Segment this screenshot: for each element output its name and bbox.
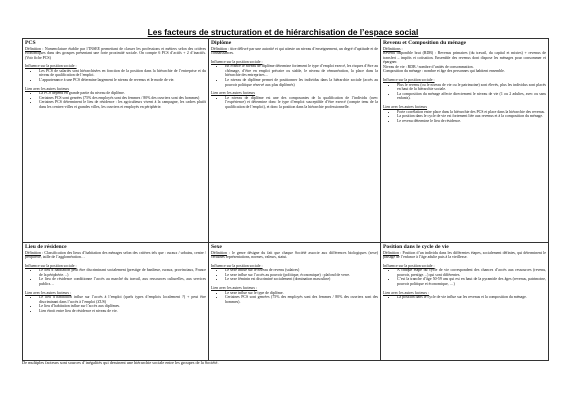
position-list [383, 268, 546, 286]
definition-text: : Classification des lieux d’habitation des ménages selon des critères tels que : ruraux / urbains, centre / périphérie, taille de l’agglomération… [25, 250, 206, 260]
list-item: • L’appartenance à une PCS détermine largement le niveau de revenus et le mode de vie. [39, 78, 206, 83]
definition-text: : le genre désigne du fait que chaque Société associe aux différences biologiques (sexe) certaines représentations, normes, valeurs, statut. [211, 250, 378, 260]
list-item: • Le sexe féminin est discriminé socialement (domination masculine) [225, 277, 378, 282]
position-title: Influence sur la position sociale : [211, 263, 263, 268]
definition [383, 47, 546, 75]
list-item: • Le lieu d’habitation influe sur l’accès aux diplômes. [39, 304, 206, 309]
list-item: • Plus le revenu (ou le niveau de vie ou le patrimoine) sont élevés, plus les individus sont placés en haut de la hiérarchie sociale. [397, 83, 546, 92]
list-item: • Le niveau de diplôme est une des composantes de la qualification de l’individu (avec l’expérience) et détermine donc le type d’emploi susceptible d’être exercé (compte tenu de la qualification de l’emploi), et donc la position dans la hiérarchie professionnelle. [225, 96, 378, 110]
position-title: Influence sur la position sociale : [383, 263, 435, 268]
list-item: • En France le niveau de diplôme détermine fortement le type d’emploi exercé, les risques d’être au chômage, d’être en emploi précaire ou stable, le niveau de rémunération, la place dans la hiérarchie des entreprises… [225, 64, 378, 78]
links-list [383, 295, 546, 300]
list-item: • Les PCS de salariés sont hiérarchisées en fonction de la position dans la hiérarchie de l’entreprise et du niveau de qualification de l’emploi. [39, 69, 206, 78]
list-item: • Le niveau de diplôme permet de positionner les individus dans la hiérarchie sociale (accès au pouvoir politique réservé aux plus diplômés) [225, 78, 378, 87]
links-list [383, 110, 546, 124]
list-item: • Le lieu d’habitation influe sur l’accès à l’emploi (quels types d’emplois localement ?) + peut être discriminant dans l’accès à l’emploi (ZUS) [39, 295, 206, 304]
list-item: • Le lieu d’habitation peut être discriminant socialement (prestige de banlieue, ruraux, provinciaux, France de la périphérie…) [39, 268, 206, 277]
definition-label: Définition [211, 250, 227, 255]
position-title: Influence sur la position sociale : [25, 263, 77, 268]
links-title: Lien avec les autres facteurs [383, 105, 428, 110]
definition [25, 251, 206, 260]
cell-pcs [23, 39, 209, 243]
definition-label: Définition [25, 46, 41, 51]
definition-text: : Position d’un individu dans les différentes étapes, socialement définies, qui déterminent le passage de l’enfance à l’âge adulte puis à la vieillesse. [383, 250, 546, 260]
definition-label: Définitions [383, 46, 401, 51]
cell-heading: Lieu de résidence [25, 244, 67, 250]
list-item: • Le lieu de résidence conditionne l’accès au marché du travail, aux ressources culturelles, aux services publics… [39, 277, 206, 286]
cell-residence [23, 243, 209, 361]
footer-note: De multiples facteurs sont sources d’inégalités qui dessinent une hiérarchie sociale entre les groupes de la Société. [22, 360, 219, 365]
position-title: Influence sur la position sociale : [211, 59, 263, 64]
list-item: • La position dans le cycle de vie influe sur les revenus et la composition du ménage. [397, 295, 546, 300]
position-list [25, 268, 206, 286]
links-title: Lien avec les autres facteurs : [383, 290, 430, 295]
definition [25, 47, 206, 61]
list-item: • La composition du ménage affecte directement le niveau de vie (1 ou 2 adultes, avec ou sans enfants). [397, 92, 546, 101]
list-item: • A chaque étape du cycle de vie correspondent des chances d’accès aux ressources (revenu, pouvoir, prestige…) qui sont différentes. [397, 268, 546, 277]
list-item: • Le sexe influe sur le type de diplôme. [225, 291, 378, 296]
list-item: • Lien étroit entre lieu de résidence et niveau de vie. [39, 309, 206, 314]
list-item: • La position dans le cycle de vie est fortement liée aux revenus et à la composition du ménage. [397, 114, 546, 119]
factors-table [22, 38, 549, 361]
list-item: • Certaines PCS sont genrées (75% des employés sont des femmes / 80% des ouvriers sont des hommes). [225, 295, 378, 304]
cell-heading: Revenu et Composition du ménage [383, 40, 466, 46]
links-title: Lien avec les autres facteurs : [211, 286, 258, 291]
cell-diplome [209, 39, 381, 243]
position-title: Influence sur la position sociale : [383, 78, 435, 83]
page-title: Les facteurs de structuration et de hiérarchisation de l’espace social [147, 27, 419, 37]
links-list [25, 295, 206, 313]
definition-text: : Nomenclature établie par l’INSEE permettant de classer les professions et métiers selon des critères économiques dans des groupes présentant une forte proximité sociale. On compte 6 PCS d’actifs + 2 d’inactifs. (Voir fiche PCS) [25, 46, 206, 60]
list-item: • Le revenu détermine le lieu de résidence. [397, 119, 546, 124]
position-list [383, 83, 546, 101]
links-title: Lien avec les autres facteurs [211, 91, 256, 96]
definition-label: Définition [25, 250, 41, 255]
links-title: Lien avec les autres facteurs [25, 86, 70, 91]
position-title: Influence sur la position sociale : [25, 64, 77, 69]
list-item: • Forte corrélation entre place dans la hiérarchie des PCS et place dans la hiérarchie des revenus. [397, 110, 546, 115]
list-item: • Le sexe influe sur l’accès au pouvoir (politique, économique) : plafond de verre. [225, 273, 378, 278]
position-list [211, 64, 378, 87]
links-list [211, 96, 378, 110]
cell-heading: PCS [25, 40, 36, 46]
position-list [25, 69, 206, 83]
cell-heading: Position dans le cycle de vie [383, 244, 449, 250]
cell-heading: Sexe [211, 244, 222, 250]
definition [383, 251, 546, 260]
definition-text: : Revenu disponible brut (RDB) : Revenus primaires (du travail, du capital et mixtes) + revenus de transfert – impôts et cotisation. Ensemble des revenus dont dispose les ménages pour consommer et épargner. Niveau de vie : RDB / nombre d’unités de consommation. Composition du ménage : nombre et âge des personnes qui habitent ensemble. [383, 46, 546, 74]
definition-label: Définition [211, 46, 227, 51]
list-item: • Certaines PCS sont genrées (75% des employés sont des femmes / 80% des ouvriers sont des hommes) [39, 96, 206, 101]
links-list [25, 91, 206, 109]
list-item: • Certaines PCS déterminent le lieu de résidence : les agriculteurs vivent à la campagne, les cadres plutôt dans les centres-villes et grandes villes, les ouvriers et employés en périphérie. [39, 100, 206, 109]
cell-revenus [381, 39, 549, 243]
cell-cycle [381, 243, 549, 361]
list-item: • C’est la tranche d’âge 50-59 ans qui est en haut de la pyramide des âges (revenus, patrimoine, pouvoir politique et économique, …) [397, 277, 546, 286]
cell-sexe [209, 243, 381, 361]
definition-text: : titre délivré par une autorité et qui atteste un niveau d’enseignement, un degré d’aptitude et de connaissances. [211, 46, 378, 56]
definition [211, 251, 378, 260]
position-list [211, 268, 378, 282]
cell-heading: Diplôme [211, 40, 232, 46]
links-title: Lien avec les autres facteurs : [25, 290, 72, 295]
links-list [211, 291, 378, 305]
definition [211, 47, 378, 56]
definition-label: Définition [383, 250, 399, 255]
list-item: • Le sexe influe sur le niveau de revenu (salaires) [225, 268, 378, 273]
list-item: • La PCS dépend en grande partie du niveau de diplôme. [39, 91, 206, 96]
